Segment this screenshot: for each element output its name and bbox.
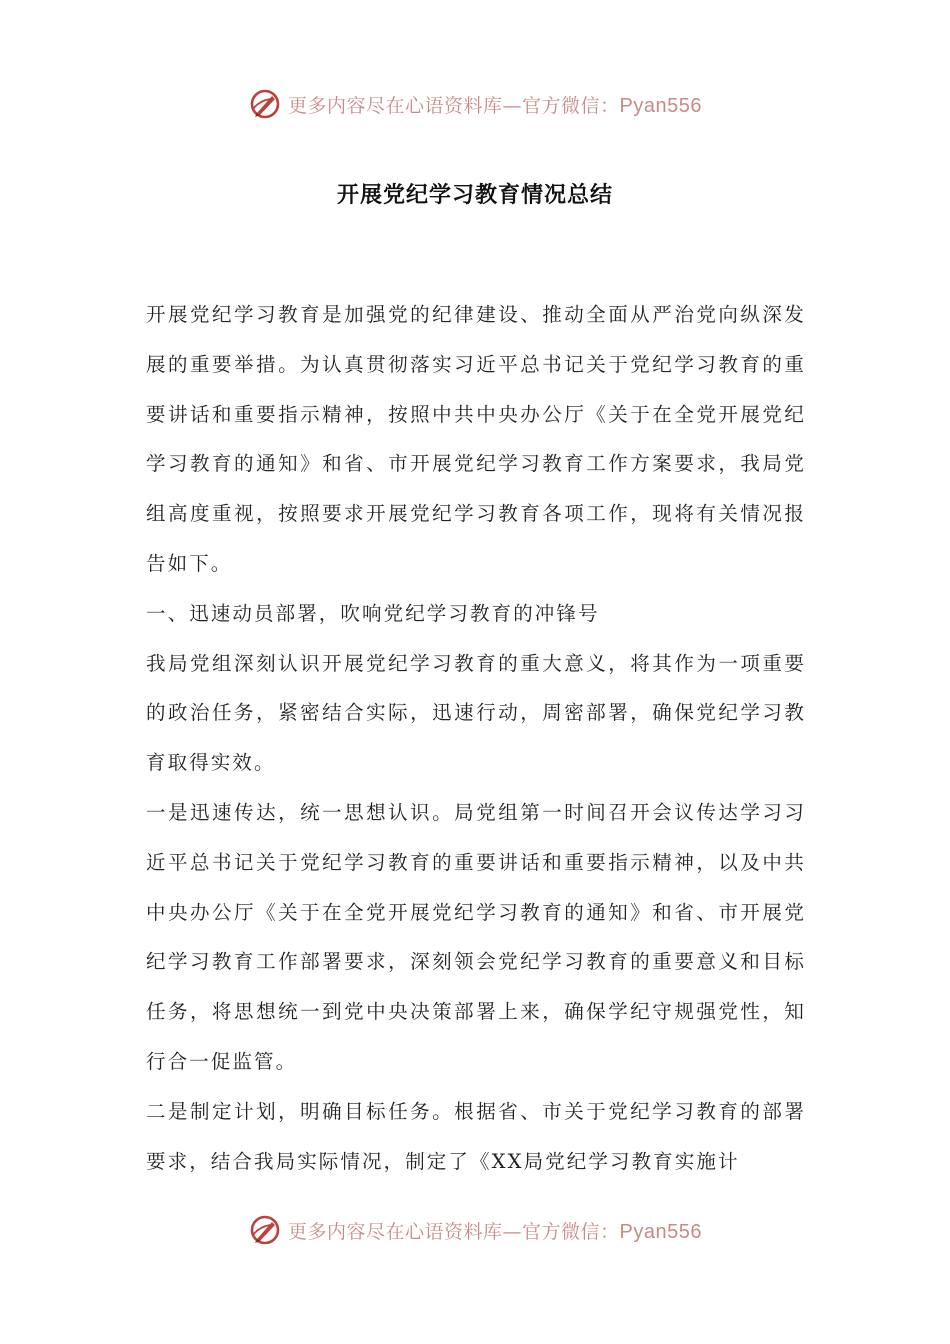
section-heading-1: 一、迅速动员部署，吹响党纪学习教育的冲锋号	[146, 601, 600, 625]
document-body	[146, 290, 806, 1186]
footer-banner	[0, 1210, 950, 1250]
paragraph-point-1: 一是迅速传达，统一思想认识。局党组第一时间召开会议传达学习习近平总书记关于党纪学习教育的重要讲话和重要指示精神，以及中共中央办公厅《关于在全党开展党纪学习教育的通知》和省、市开展党纪学习教育工作部署要求，深刻领会党纪学习教育的重要意义和目标任务，将思想统一到党中央决策部署上来，确保学纪守规强党性，知行合一促监管。	[146, 800, 806, 1073]
pen-logo-icon	[248, 87, 282, 121]
header-banner-text: 更多内容尽在心语资料库—官方微信：Pyan556	[288, 94, 702, 117]
header-banner	[0, 84, 950, 124]
paragraph-section-1: 我局党组深刻认识开展党纪学习教育的重大意义，将其作为一项重要的政治任务，紧密结合实际，迅速行动，周密部署，确保党纪学习教育取得实效。	[146, 651, 806, 775]
header-banner-inner	[248, 87, 702, 121]
wechat-handle: Pyan556	[619, 1220, 702, 1243]
document-title: 开展党纪学习教育情况总结	[336, 183, 613, 208]
paragraph-intro: 开展党纪学习教育是加强党的纪律建设、推动全面从严治党向纵深发展的重要举措。为认真贯彻落实习近平总书记关于党纪学习教育的重要讲话和重要指示精神，按照中共中央办公厅《关于在全党开展党纪学习教育的通知》和省、市开展党纪学习教育工作方案要求，我局党组高度重视，按照要求开展党纪学习教育各项工作，现将有关情况报告如下。	[146, 303, 806, 575]
footer-banner-inner	[248, 1213, 702, 1247]
wechat-handle: Pyan556	[619, 94, 702, 117]
pen-logo-icon	[248, 1213, 282, 1247]
footer-banner-text: 更多内容尽在心语资料库—官方微信：Pyan556	[288, 1220, 702, 1243]
paragraph-point-2: 二是制定计划，明确目标任务。根据省、市关于党纪学习教育的部署要求，结合我局实际情况，制定了《XX局党纪学习教育实施计	[146, 1099, 806, 1173]
